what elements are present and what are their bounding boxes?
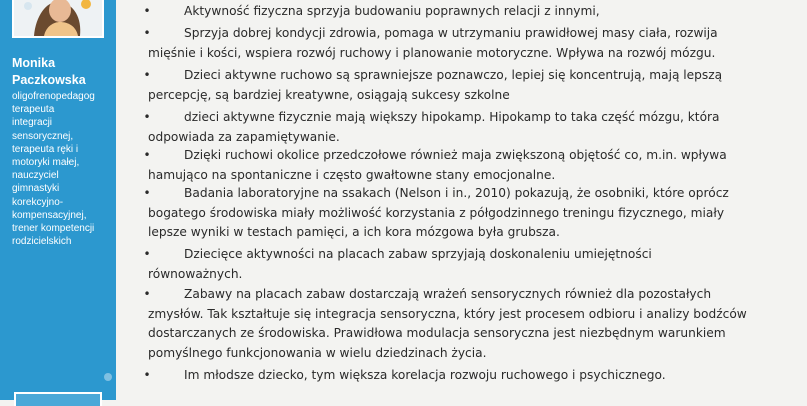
bullet-text-line: dzieci aktywne fizycznie mają większy hipokamp. Hipokamp to taka część mózgu, która <box>184 110 720 124</box>
author-name <box>12 55 112 89</box>
bullet-text-line: Aktywność fizyczna sprzyja budowaniu poprawnych relacji z innymi, <box>184 4 600 18</box>
bullet-marker: • <box>143 247 151 261</box>
bullet-text-line: Dzieci aktywne ruchowo są sprawniejsze poznawczo, lepiej się koncentrują, mają lepszą <box>184 68 723 82</box>
author-roles <box>12 90 116 248</box>
bullet-text-line: Sprzyja dobrej kondycji zdrowia, pomaga w utrzymaniu prawidłowej masy ciała, rozwija <box>184 26 718 40</box>
author-role-line: trener kompetencji <box>12 223 95 235</box>
author-sidebar <box>0 0 116 400</box>
bullet-text-line: Badania laboratoryjne na ssakach (Nelson i in., 2010) pokazują, że osobniki, które oprócz <box>184 186 729 200</box>
bullet-text-line: pomyślnego funkcjonowania w wielu dziedzinach życia. <box>148 345 487 360</box>
bullet-marker: • <box>143 148 151 162</box>
author-photo-image <box>14 0 102 36</box>
author-role-line: korekcyjno- <box>12 196 64 208</box>
author-role-line: rodzicielskich <box>12 236 72 248</box>
author-role-line: integracji <box>12 117 53 129</box>
article-body <box>140 0 807 400</box>
bullet-text-line: Dziecięce aktywności na placach zabaw sprzyjają doskonaleniu umiejętności <box>184 247 652 261</box>
author-role-line: terapeuta ręki i <box>12 143 79 155</box>
bullet-text-line: dostarczanych ze środowiska. Prawidłowa modulacja sensoryczna jest niezbędnym warunkiem <box>148 326 726 340</box>
bullet-marker: • <box>143 186 151 200</box>
author-role-line: gimnastyki <box>12 183 60 195</box>
author-role-line: kompensacyjnej, <box>12 209 87 221</box>
bullet-text-line: lepsze wyniki w testach pamięci, a ich kora mózgowa była grubsza. <box>148 225 560 239</box>
author-role-line: sensorycznej, <box>12 130 74 142</box>
bullet-marker: • <box>143 287 151 301</box>
bullet-text-line: równoważnych. <box>148 266 243 281</box>
bullet-text-line: odpowiada za zapamiętywanie. <box>148 129 340 144</box>
bullet-marker: • <box>143 26 151 40</box>
bullet-marker: • <box>143 368 151 382</box>
bullet-marker: • <box>143 68 151 82</box>
bullet-text-line: percepcję, są bardziej kreatywne, osiągają sukcesy szkolne <box>148 87 510 102</box>
bullet-text-line: Dzięki ruchowi okolice przedczołowe również maja zwiększoną objętość co, m.in. wpływa <box>184 148 727 162</box>
author-photo <box>12 0 104 38</box>
bullet-marker: • <box>143 4 151 18</box>
scan-dot <box>104 373 112 381</box>
author-role-line: terapeuta <box>12 104 55 116</box>
bullet-marker: • <box>143 110 151 124</box>
bullet-text-line: hamująco na spontaniczne i często gwałtowne stany emocjonalne. <box>148 167 556 182</box>
bullet-text-line: Im młodsze dziecko, tym większa korelacja rozwoju ruchowego i psychicznego. <box>184 368 666 382</box>
bullet-text-line: zmysłów. Tak kształtuje się integracja sensoryczna, który jest procesem odbioru i analizy bodźców <box>148 306 747 321</box>
bullet-text-line: mięśnie i kości, wspiera rozwój ruchowy i planowanie motoryczne. Wpływa na rozwój mózgu. <box>148 45 716 60</box>
author-first-name: Monika <box>12 56 56 70</box>
bullet-text-line: Zabawy na placach zabaw dostarczają wrażeń sensorycznych również dla pozostałych <box>184 287 712 301</box>
author-role-line: nauczyciel <box>12 170 59 182</box>
bullet-text-line: bogatego środowiska miały możliwość korzystania z półgodzinnego treningu fizycznego, miały <box>148 205 725 220</box>
sidebar-bottom-frame <box>14 392 102 406</box>
author-last-name: Paczkowska <box>12 73 86 87</box>
author-role-line: oligofrenopedagog <box>12 91 95 102</box>
author-role-line: motoryki małej, <box>12 157 80 169</box>
